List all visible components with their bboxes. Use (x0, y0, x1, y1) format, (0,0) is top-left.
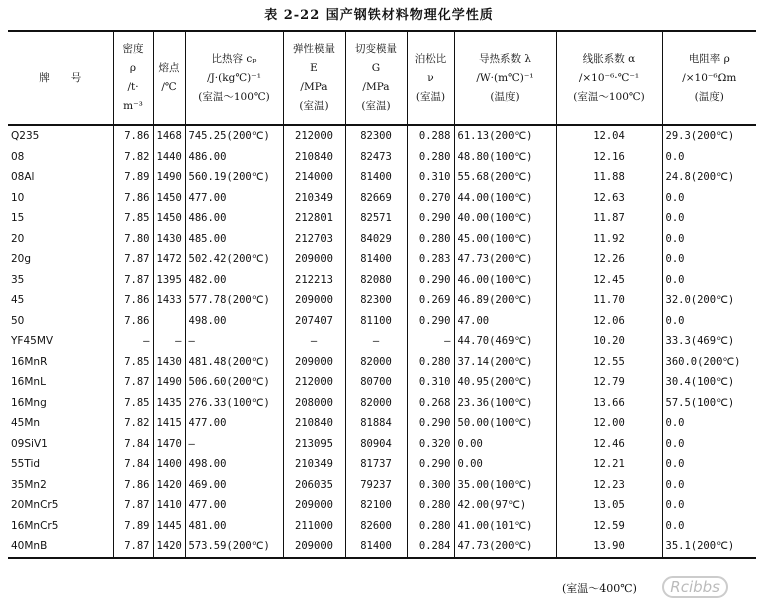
table-cell: 477.00 (185, 413, 283, 434)
table-cell: 212000 (283, 372, 345, 393)
column-header-line: 线胀系数 α (582, 52, 636, 65)
table-cell: 7.87 (113, 495, 153, 516)
table-cell: 745.25(200℃) (185, 125, 283, 147)
table-cell: 1490 (153, 167, 185, 188)
table-cell: 0.280 (407, 147, 454, 168)
table-cell: 44.00(100℃) (454, 188, 556, 209)
grade-cell: 16MnL (11, 376, 46, 389)
table-cell: 30.4(100℃) (662, 372, 756, 393)
table-cell: 210349 (283, 454, 345, 475)
table-cell: 0.0 (662, 516, 756, 537)
table-cell: 7.86 (113, 125, 153, 147)
table-cell: 7.84 (113, 434, 153, 455)
column-header (8, 31, 113, 125)
column-header-line: /t· (127, 81, 139, 93)
column-header-line: (温度) (490, 90, 520, 103)
table-cell: 0.310 (407, 372, 454, 393)
table-cell: 7.84 (113, 454, 153, 475)
grade-cell: 40MnB (8, 536, 113, 558)
table-cell: 1415 (153, 413, 185, 434)
grade-cell: 20 (11, 232, 25, 245)
table-cell: 209000 (283, 352, 345, 373)
column-header-line: 密度 (122, 43, 144, 55)
table-cell: 40.00(100℃) (454, 208, 556, 229)
table-row (8, 536, 756, 558)
table-cell: 1472 (153, 249, 185, 270)
column-header-line: (室温) (299, 100, 329, 112)
table-cell: 13.90 (556, 536, 662, 558)
table-row (8, 495, 756, 516)
table-body (8, 125, 756, 558)
table-cell: 12.04 (556, 125, 662, 147)
grade-cell: 50 (11, 314, 25, 327)
table-cell: 35.1(200℃) (662, 536, 756, 558)
column-header-line: /MPa (300, 81, 328, 93)
table-row (8, 434, 756, 455)
table-cell: 477.00 (185, 188, 283, 209)
column-header-line: E (310, 62, 318, 74)
table-cell: 80700 (345, 372, 407, 393)
table-cell: 7.87 (113, 536, 153, 558)
table-cell: 485.00 (185, 229, 283, 250)
table-cell: — (185, 434, 283, 455)
grade-cell: 09SiV1 (11, 437, 48, 450)
table-cell: 33.3(469℃) (662, 331, 756, 352)
column-header-line: (温度) (694, 90, 724, 103)
table-cell: 486.00 (185, 208, 283, 229)
table-cell: 12.00 (556, 413, 662, 434)
column-header-line: 牌 号 (39, 71, 82, 84)
table-cell: 502.42(200℃) (185, 249, 283, 270)
table-cell: 37.14(200℃) (454, 352, 556, 373)
table-cell: 13.05 (556, 495, 662, 516)
table-cell: 212213 (283, 270, 345, 291)
table-cell: 1395 (153, 270, 185, 291)
column-header-line: (室温) (361, 100, 391, 112)
table-cell: 47.73(200℃) (454, 536, 556, 558)
grade-cell: 35Mn2 (11, 478, 47, 491)
table-cell: 7.85 (113, 352, 153, 373)
table-cell: 560.19(200℃) (185, 167, 283, 188)
table-cell: 47.00 (454, 311, 556, 332)
table-cell: 0.0 (662, 188, 756, 209)
table-cell: 7.82 (113, 413, 153, 434)
table-cell: 0.280 (407, 229, 454, 250)
properties-table (8, 30, 756, 559)
table-cell: 0.290 (407, 311, 454, 332)
table-cell: 482.00 (185, 270, 283, 291)
table-cell: 81400 (345, 249, 407, 270)
table-cell: 0.0 (662, 249, 756, 270)
column-header-line: 比热容 cₚ (211, 52, 257, 65)
column-header-line: 切变模量 (355, 43, 397, 55)
table-cell: 82669 (345, 188, 407, 209)
table-cell: 79237 (345, 475, 407, 496)
table-cell: 1450 (153, 188, 185, 209)
column-header-line: 电阻率 ρ (688, 52, 730, 65)
table-cell: 41.00(101℃) (454, 516, 556, 537)
table-cell: 12.59 (556, 516, 662, 537)
grade-cell: 15 (11, 212, 25, 225)
column-header-line: /×10⁻⁶Ωm (682, 71, 737, 84)
table-cell: 1440 (153, 147, 185, 168)
table-cell: 82600 (345, 516, 407, 537)
table-cell: 207407 (283, 311, 345, 332)
column-header-line: m⁻³ (123, 100, 143, 112)
column-header-line: (室温) (415, 90, 446, 103)
table-cell: 1400 (153, 454, 185, 475)
table-row (8, 167, 756, 188)
table-cell: 81100 (345, 311, 407, 332)
table-cell: 44.70(469℃) (454, 331, 556, 352)
grade-cell: 35 (11, 273, 25, 286)
table-cell: 212801 (283, 208, 345, 229)
table-cell: 24.8(200℃) (662, 167, 756, 188)
table-row (8, 125, 756, 147)
column-header-line: /×10⁻⁶·℃⁻¹ (578, 71, 640, 84)
table-cell: 0.00 (454, 454, 556, 475)
table-cell: 7.86 (113, 311, 153, 332)
grade-cell: 20g (11, 253, 32, 266)
column-header-line: (室温～100℃) (198, 90, 270, 103)
table-cell: 82300 (345, 125, 407, 147)
table-cell: 7.87 (113, 249, 153, 270)
table-cell: 209000 (283, 249, 345, 270)
table-cell: 573.59(200℃) (185, 536, 283, 558)
table-row (8, 331, 756, 352)
table-cell: 61.13(200℃) (454, 125, 556, 147)
table-cell: 506.60(200℃) (185, 372, 283, 393)
column-header-line: G (371, 62, 381, 74)
table-cell: 1420 (153, 536, 185, 558)
table-cell: 82100 (345, 495, 407, 516)
table-cell: 0.284 (407, 536, 454, 558)
table-cell: 577.78(200℃) (185, 290, 283, 311)
table-cell: 82000 (345, 393, 407, 414)
table-cell: 32.0(200℃) (662, 290, 756, 311)
table-cell: 82000 (345, 352, 407, 373)
table-cell: 12.63 (556, 188, 662, 209)
table-cell: 7.85 (113, 393, 153, 414)
table-cell: 7.87 (113, 270, 153, 291)
table-cell: 0.0 (662, 147, 756, 168)
table-cell: 1450 (153, 208, 185, 229)
table-cell: 213095 (283, 434, 345, 455)
header-row (8, 31, 756, 125)
grade-cell: 16Mng (11, 396, 47, 409)
table-cell: 1470 (153, 434, 185, 455)
table-cell: 80904 (345, 434, 407, 455)
table-cell: 57.5(100℃) (662, 393, 756, 414)
table-cell: — (153, 331, 185, 352)
table-cell: 1430 (153, 352, 185, 373)
table-cell: 1433 (153, 290, 185, 311)
table-cell: 12.45 (556, 270, 662, 291)
table-cell: 11.92 (556, 229, 662, 250)
grade-cell: 10 (11, 191, 25, 204)
table-cell: 210349 (283, 188, 345, 209)
table-cell: 1445 (153, 516, 185, 537)
table-cell: 11.88 (556, 167, 662, 188)
table-cell: 12.21 (556, 454, 662, 475)
table-cell: 210840 (283, 413, 345, 434)
table-title: 表 2-22 国产钢铁材料物理化学性质 (264, 8, 494, 23)
table-cell: 81400 (345, 167, 407, 188)
table-cell: 481.00 (185, 516, 283, 537)
table-cell: 212703 (283, 229, 345, 250)
table-cell: 498.00 (185, 454, 283, 475)
column-header (345, 31, 407, 125)
footnote: (室温～400℃) (562, 582, 637, 595)
table-cell: 1420 (153, 475, 185, 496)
table-row (8, 188, 756, 209)
table-cell: 0.269 (407, 290, 454, 311)
column-header-line: ρ (129, 62, 137, 74)
grade-cell: 20MnCr5 (11, 499, 59, 512)
table-cell: 48.80(100℃) (454, 147, 556, 168)
table-cell: 1410 (153, 495, 185, 516)
table-row (8, 290, 756, 311)
table-cell: 1430 (153, 229, 185, 250)
column-header-line: 导热系数 λ (479, 52, 531, 65)
table-cell: 7.85 (113, 208, 153, 229)
table-cell: 84029 (345, 229, 407, 250)
table-cell: 7.89 (113, 516, 153, 537)
table-cell: 0.0 (662, 413, 756, 434)
table-cell: 82300 (345, 290, 407, 311)
column-header-line: /W·(m℃)⁻¹ (476, 71, 534, 84)
table-cell: 0.280 (407, 495, 454, 516)
grade-cell: 08Al (11, 171, 35, 184)
table-cell: 276.33(100℃) (185, 393, 283, 414)
table-cell: 11.70 (556, 290, 662, 311)
table-cell: 12.55 (556, 352, 662, 373)
table-cell: 81737 (345, 454, 407, 475)
table-cell: 55.68(200℃) (454, 167, 556, 188)
column-header (556, 31, 662, 125)
table-row (8, 352, 756, 373)
table-cell: 82473 (345, 147, 407, 168)
grade-cell: Q235 (11, 130, 40, 143)
table-cell: 7.86 (113, 475, 153, 496)
table-cell: 0.290 (407, 270, 454, 291)
table-cell: — (407, 331, 454, 352)
table-cell: 12.23 (556, 475, 662, 496)
column-header-line: ν (427, 71, 434, 84)
table-row (8, 270, 756, 291)
table-cell: 0.0 (662, 311, 756, 332)
table-row (8, 229, 756, 250)
table-cell: 82571 (345, 208, 407, 229)
watermark: Rcibbs (662, 576, 728, 598)
table-cell: 35.00(100℃) (454, 475, 556, 496)
column-header (407, 31, 454, 125)
table-row (8, 249, 756, 270)
column-header-line: 弹性模量 (293, 43, 335, 55)
table-cell: 209000 (283, 290, 345, 311)
grade-cell: 16MnR (11, 355, 48, 368)
table-cell: 210840 (283, 147, 345, 168)
table-cell: 477.00 (185, 495, 283, 516)
table-cell: 0.270 (407, 188, 454, 209)
table-cell: 1490 (153, 372, 185, 393)
table-cell: 12.06 (556, 311, 662, 332)
table-cell: 0.00 (454, 434, 556, 455)
table-cell: 0.280 (407, 516, 454, 537)
table-cell: 209000 (283, 536, 345, 558)
table-cell: 12.79 (556, 372, 662, 393)
table-cell: 0.0 (662, 475, 756, 496)
table-cell: 13.66 (556, 393, 662, 414)
table-cell: 481.48(200℃) (185, 352, 283, 373)
table-cell: 40.95(200℃) (454, 372, 556, 393)
column-header-line: 熔点 (158, 62, 180, 74)
table-cell: 0.288 (407, 125, 454, 147)
grade-cell: 55Tid (11, 458, 41, 471)
table-cell: 12.46 (556, 434, 662, 455)
table-cell: 29.3(200℃) (662, 125, 756, 147)
column-header (662, 31, 756, 125)
table-cell: 0.290 (407, 208, 454, 229)
table-cell (153, 311, 185, 332)
grade-cell: 45Mn (11, 417, 41, 430)
table-cell: 208000 (283, 393, 345, 414)
table-cell: 206035 (283, 475, 345, 496)
table-cell: — (113, 331, 153, 352)
column-header-line: (室温～100℃) (573, 90, 645, 103)
table-cell: 0.0 (662, 229, 756, 250)
table-cell: 498.00 (185, 311, 283, 332)
column-header-line: /J·(kg℃)⁻¹ (207, 71, 261, 84)
table-cell: 0.0 (662, 454, 756, 475)
table-cell: 7.82 (113, 147, 153, 168)
table-cell: 0.290 (407, 413, 454, 434)
table-row (8, 516, 756, 537)
table-cell: 0.300 (407, 475, 454, 496)
table-row (8, 372, 756, 393)
table-cell: 0.268 (407, 393, 454, 414)
column-header-line: 泊松比 (414, 52, 447, 65)
table-cell: 7.87 (113, 372, 153, 393)
table-cell: 209000 (283, 495, 345, 516)
column-header (283, 31, 345, 125)
column-header-line: /℃ (161, 81, 177, 93)
table-row (8, 475, 756, 496)
table-cell: 214000 (283, 167, 345, 188)
grade-cell: 08 (11, 150, 25, 163)
table-cell: — (283, 331, 345, 352)
table-row (8, 147, 756, 168)
table-cell: 1435 (153, 393, 185, 414)
table-cell: 81884 (345, 413, 407, 434)
table-cell: 0.0 (662, 495, 756, 516)
table-cell: 486.00 (185, 147, 283, 168)
column-header (454, 31, 556, 125)
table-cell: 7.80 (113, 229, 153, 250)
table-cell: 81400 (345, 536, 407, 558)
table-row (8, 311, 756, 332)
table-cell: 360.0(200℃) (662, 352, 756, 373)
table-cell: 0.0 (662, 434, 756, 455)
table-cell: 0.0 (662, 270, 756, 291)
table-cell: 0.280 (407, 352, 454, 373)
table-cell: 0.0 (662, 208, 756, 229)
table-cell: 46.89(200℃) (454, 290, 556, 311)
table-cell: 47.73(200℃) (454, 249, 556, 270)
table-cell: 46.00(100℃) (454, 270, 556, 291)
column-header (113, 31, 153, 125)
table-row (8, 454, 756, 475)
column-header-line: /MPa (362, 81, 390, 93)
table-cell: 11.87 (556, 208, 662, 229)
table-cell: 82080 (345, 270, 407, 291)
column-header (185, 31, 283, 125)
table-cell: 23.36(100℃) (454, 393, 556, 414)
table-cell: 0.290 (407, 454, 454, 475)
table-row (8, 208, 756, 229)
table-cell: 0.320 (407, 434, 454, 455)
table-cell: 212000 (283, 125, 345, 147)
table-cell: 7.86 (113, 290, 153, 311)
table-cell: 7.86 (113, 188, 153, 209)
table-cell: 1468 (153, 125, 185, 147)
table-cell: 42.00(97℃) (454, 495, 556, 516)
table-cell: 50.00(100℃) (454, 413, 556, 434)
table-cell: 7.89 (113, 167, 153, 188)
table-cell: 12.26 (556, 249, 662, 270)
table-cell: 10.20 (556, 331, 662, 352)
table-row (8, 413, 756, 434)
table-cell: 469.00 (185, 475, 283, 496)
table-row (8, 393, 756, 414)
table-cell: 0.310 (407, 167, 454, 188)
column-header (153, 31, 185, 125)
grade-cell: 45 (11, 294, 25, 307)
table-cell: 0.283 (407, 249, 454, 270)
grade-cell: YF45MV (11, 335, 54, 348)
table-cell: 12.16 (556, 147, 662, 168)
table-cell: 45.00(100℃) (454, 229, 556, 250)
grade-cell: 16MnCr5 (11, 519, 59, 532)
table-cell: — (185, 331, 283, 352)
table-cell: 211000 (283, 516, 345, 537)
table-cell: — (345, 331, 407, 352)
